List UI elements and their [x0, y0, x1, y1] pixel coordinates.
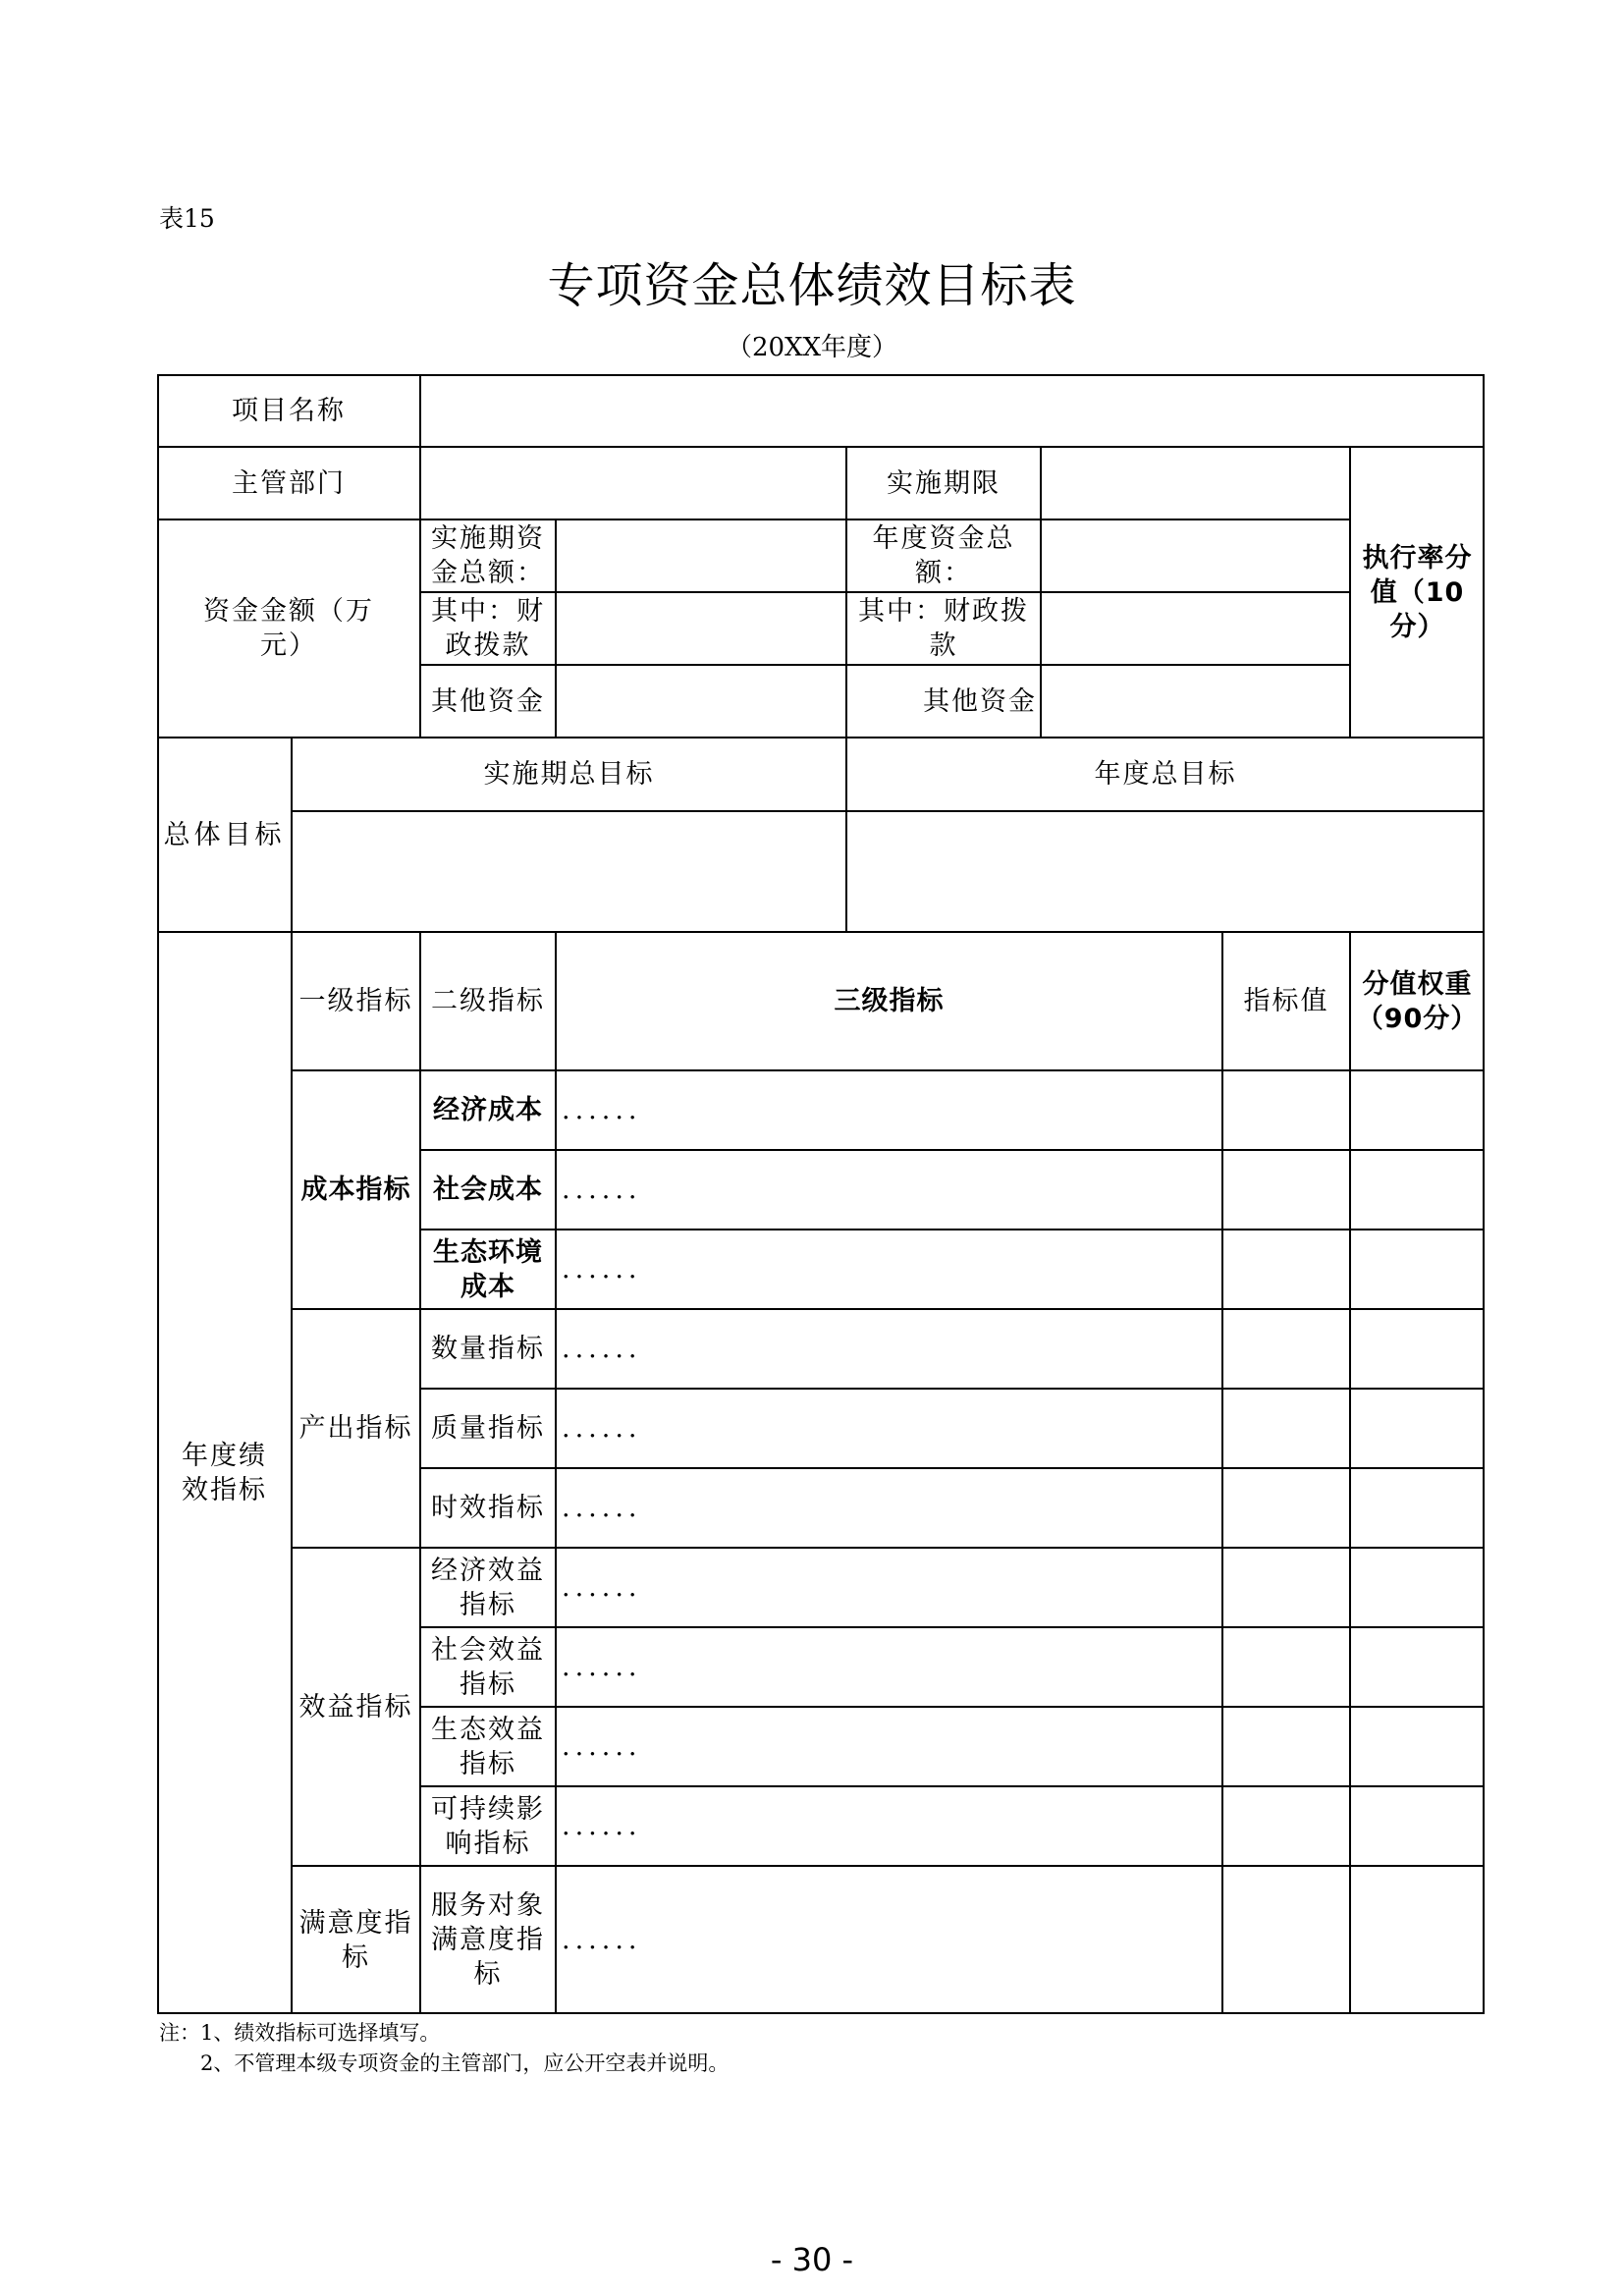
year-fiscal-label: 其中：财政拨款 [858, 596, 1029, 661]
level2-item: 质量指标 [431, 1413, 545, 1444]
document-year: （20XX年度） [726, 333, 898, 362]
level3-placeholder: ...... [562, 1254, 642, 1285]
level3-placeholder: ...... [562, 1095, 642, 1125]
period-label: 实施期限 [887, 467, 1001, 499]
level2-item: 数量指标 [431, 1334, 545, 1364]
level3-placeholder: ...... [562, 1493, 642, 1523]
group-benefit: 效益指标 [298, 1691, 413, 1722]
level2-item: 经济成本 [433, 1095, 543, 1125]
annual-indicators-label: 年度绩效指标 [182, 1441, 267, 1505]
document-title: 专项资金总体绩效目标表 [547, 258, 1077, 313]
page-number: - 30 - [770, 2241, 854, 2278]
group-cost: 成本指标 [300, 1175, 411, 1205]
year-other-label: 其他资金 [923, 685, 1037, 717]
level3-placeholder: ...... [562, 1925, 642, 1955]
level1-header: 一级指标 [298, 986, 413, 1016]
level3-placeholder: ...... [562, 1334, 642, 1364]
overall-goal-label: 总体目标 [163, 819, 286, 850]
level3-placeholder: ...... [562, 1731, 642, 1762]
funds-label: 资金金额（万元） [203, 596, 374, 661]
level2-item: 经济效益指标 [431, 1555, 545, 1620]
level2-item: 生态效益指标 [431, 1714, 545, 1779]
performance-goal-table [157, 374, 1485, 2014]
period-other-label: 其他资金 [431, 685, 545, 717]
note-line-2: 2、不管理本级专项资金的主管部门，应公开空表并说明。 [200, 2051, 730, 2075]
table-number: 表15 [159, 204, 215, 233]
execution-rate-label: 执行率分值（10分） [1362, 542, 1473, 642]
period-goal-header: 实施期总目标 [483, 759, 655, 790]
level2-item: 社会成本 [433, 1175, 543, 1205]
group-satisfaction: 满意度指标 [298, 1907, 413, 1973]
level2-item: 服务对象满意度指标 [431, 1890, 545, 1990]
period-fiscal-label: 其中：财政拨款 [431, 596, 545, 661]
level2-item: 社会效益指标 [431, 1634, 545, 1700]
level3-placeholder: ...... [562, 1652, 642, 1682]
period-total-label: 实施期资金总额： [431, 523, 545, 588]
level3-placeholder: ...... [562, 1811, 642, 1841]
table-notes [159, 2018, 729, 2079]
level3-placeholder: ...... [562, 1413, 642, 1444]
department-label: 主管部门 [232, 467, 346, 499]
year-total-label: 年度资金总额： [872, 523, 1015, 588]
note-line-1: 注：1、绩效指标可选择填写。 [159, 2021, 441, 2045]
level2-item: 生态环境成本 [433, 1236, 543, 1302]
level2-header: 二级指标 [431, 986, 545, 1016]
level3-placeholder: ...... [562, 1175, 642, 1205]
project-name-label: 项目名称 [232, 395, 346, 426]
weight-header: 分值权重（90分） [1356, 968, 1479, 1034]
year-goal-header: 年度总目标 [1094, 759, 1237, 790]
level2-item: 时效指标 [431, 1493, 545, 1523]
group-output: 产出指标 [298, 1413, 413, 1444]
level3-header: 三级指标 [834, 986, 945, 1016]
level2-item: 可持续影响指标 [431, 1793, 545, 1859]
level3-placeholder: ...... [562, 1572, 642, 1603]
value-header: 指标值 [1243, 986, 1329, 1016]
